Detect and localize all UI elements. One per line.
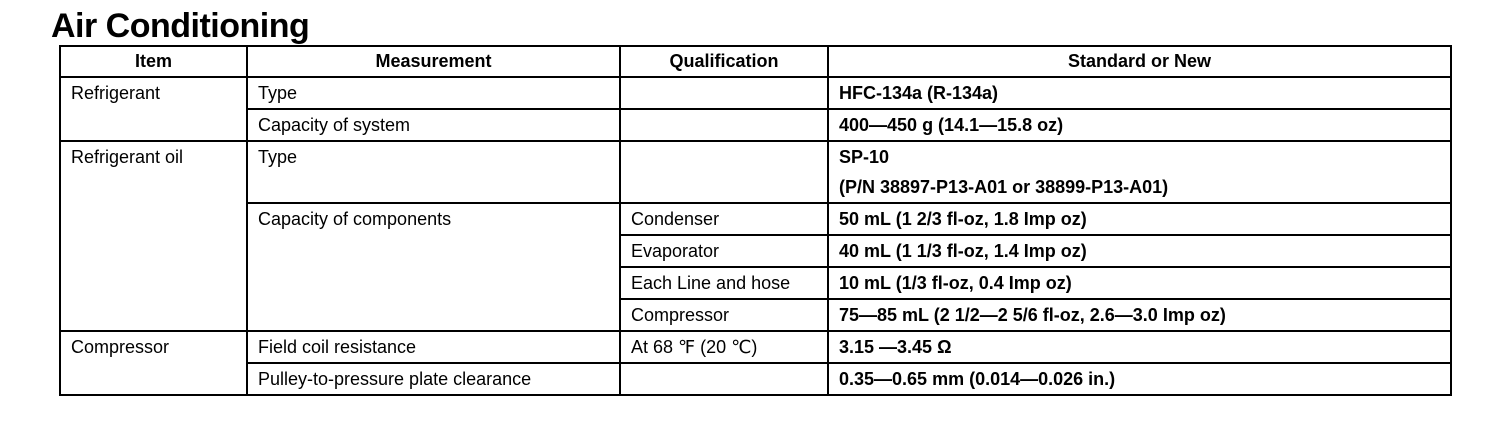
qualification-cell [620, 363, 828, 395]
item-cell [60, 235, 247, 267]
item-cell: Refrigerant [60, 77, 247, 109]
value-cell: 40 mL (1 1/3 fl-oz, 1.4 Imp oz) [828, 235, 1451, 267]
item-cell: Compressor [60, 331, 247, 363]
measurement-cell: Pulley-to-pressure plate clearance [247, 363, 620, 395]
qualification-cell [620, 172, 828, 203]
measurement-cell [247, 299, 620, 331]
table-row [60, 203, 1451, 235]
measurement-cell: Field coil resistance [247, 331, 620, 363]
measurement-cell: Capacity of components [247, 203, 620, 235]
qualification-cell: Each Line and hose [620, 267, 828, 299]
item-cell [60, 363, 247, 395]
value-cell: SP-10 [828, 141, 1451, 172]
value-cell: 0.35—0.65 mm (0.014—0.026 in.) [828, 363, 1451, 395]
measurement-cell [247, 172, 620, 203]
qualification-cell: Compressor [620, 299, 828, 331]
header-item: Item [60, 46, 247, 77]
table-row [60, 331, 1451, 363]
table-row [60, 109, 1451, 141]
measurement-cell [247, 235, 620, 267]
value-cell: (P/N 38897-P13-A01 or 38899-P13-A01) [828, 172, 1451, 203]
qualification-cell [620, 109, 828, 141]
measurement-cell: Type [247, 141, 620, 172]
table-row [60, 363, 1451, 395]
value-cell: 50 mL (1 2/3 fl-oz, 1.8 Imp oz) [828, 203, 1451, 235]
table-row [60, 77, 1451, 109]
page-title: Air Conditioning [51, 7, 310, 45]
header-standard: Standard or New [828, 46, 1451, 77]
value-cell: 3.15 —3.45 Ω [828, 331, 1451, 363]
item-cell [60, 299, 247, 331]
header-qualification: Qualification [620, 46, 828, 77]
qualification-cell: Condenser [620, 203, 828, 235]
measurement-cell [247, 267, 620, 299]
table-row [60, 141, 1451, 172]
qualification-cell: Evaporator [620, 235, 828, 267]
measurement-cell: Type [247, 77, 620, 109]
qualification-cell: At 68 ℉ (20 ℃) [620, 331, 828, 363]
item-cell [60, 203, 247, 235]
measurement-cell: Capacity of system [247, 109, 620, 141]
qualification-cell [620, 77, 828, 109]
header-measurement: Measurement [247, 46, 620, 77]
table-row [60, 299, 1451, 331]
item-cell [60, 267, 247, 299]
table-row [60, 235, 1451, 267]
value-cell: 400—450 g (14.1—15.8 oz) [828, 109, 1451, 141]
item-cell [60, 172, 247, 203]
table-header-row [60, 46, 1451, 77]
value-cell: 75—85 mL (2 1/2—2 5/6 fl-oz, 2.6—3.0 Imp oz) [828, 299, 1451, 331]
value-cell: HFC-134a (R-134a) [828, 77, 1451, 109]
item-cell [60, 109, 247, 141]
spec-table [59, 45, 1452, 396]
item-cell: Refrigerant oil [60, 141, 247, 172]
qualification-cell [620, 141, 828, 172]
table-row [60, 267, 1451, 299]
value-cell: 10 mL (1/3 fl-oz, 0.4 Imp oz) [828, 267, 1451, 299]
table-row [60, 172, 1451, 203]
